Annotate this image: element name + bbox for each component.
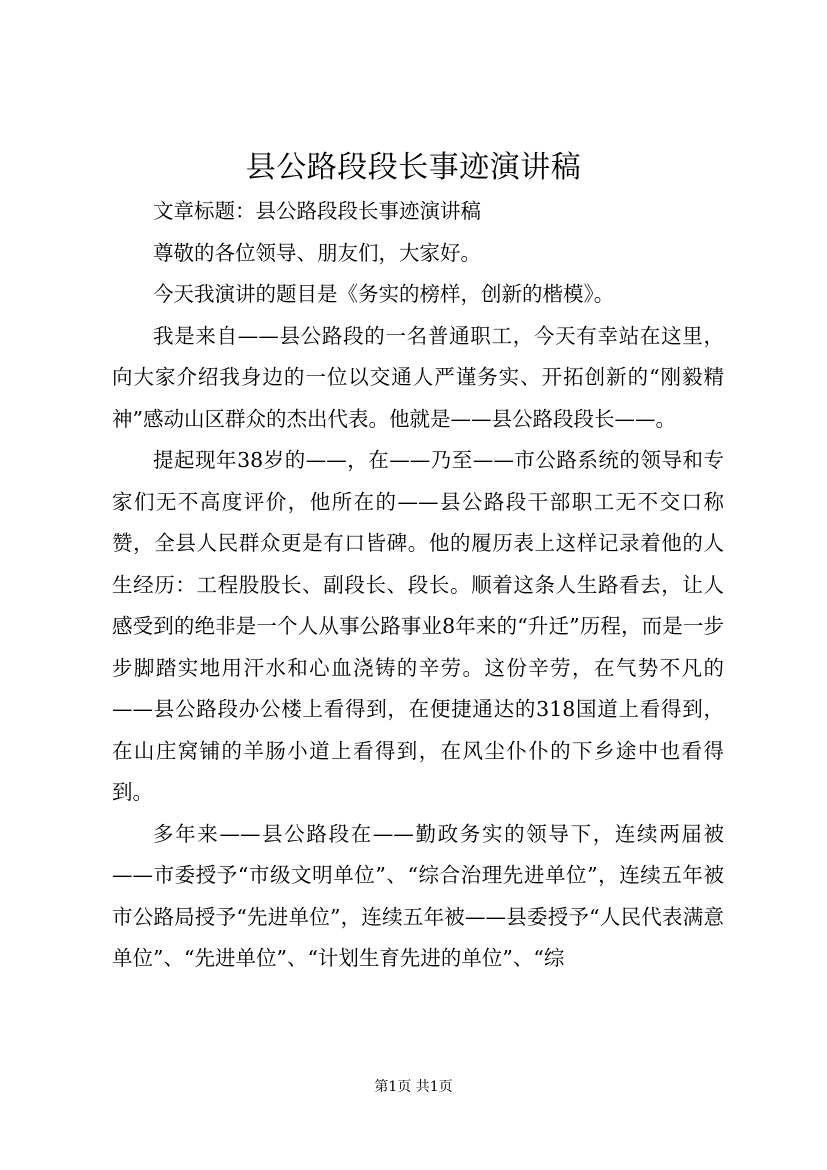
paragraph-achievements: 多年来——县公路段在——勤政务实的领导下，连续两届被——市委授予“市级文明单位”、“综合治理先进单位”，连续五年被市公路局授予“先进单位”，连续五年被——县委授予“人民代表满意单位”、“先进单位”、“计划生育先进的单位”、“综 — [112, 821, 724, 970]
paragraph-introduction: 我是来自——县公路段的一名普通职工，今天有幸站在这里，向大家介绍我身边的一位以交通人严谨务实、开拓创新的“刚毅精神”感动山区群众的杰出代表。他就是——县公路段段长——。 — [112, 323, 724, 431]
paragraph-greeting: 尊敬的各位领导、朋友们，大家好。 — [153, 240, 481, 265]
paragraph-article-title: 文章标题：县公路段段长事迹演讲稿 — [153, 199, 481, 223]
document-body — [112, 191, 724, 980]
page-footer: 第1页 共1页 — [374, 1079, 453, 1095]
paragraph-career: 提起现年38岁的——，在——乃至——市公路系统的领导和专家们无不高度评价，他所在的——县公路段干部职工无不交口称赞，全县人民群众更是有口皆碑。他的履历表上这样记录着他的人生经历：工程股股长、副段长、段长。顺着这条人生路看去，让人感受到的绝非是一个人从事公路事业8年来的“升迁”历程，而是一步步脚踏实地用汗水和心血浇铸的辛劳。这份辛劳，在气势不凡的——县公路段办公楼上看得到，在便捷通达的318国道上看得到，在山庄窝铺的羊肠小道上看得到，在风尘仆仆的下乡途中也看得到。 — [112, 448, 724, 804]
paragraph-speech-topic: 今天我演讲的题目是《务实的榜样，创新的楷模》。 — [153, 282, 615, 306]
document-title: 县公路段段长事迹演讲稿 — [245, 150, 582, 185]
